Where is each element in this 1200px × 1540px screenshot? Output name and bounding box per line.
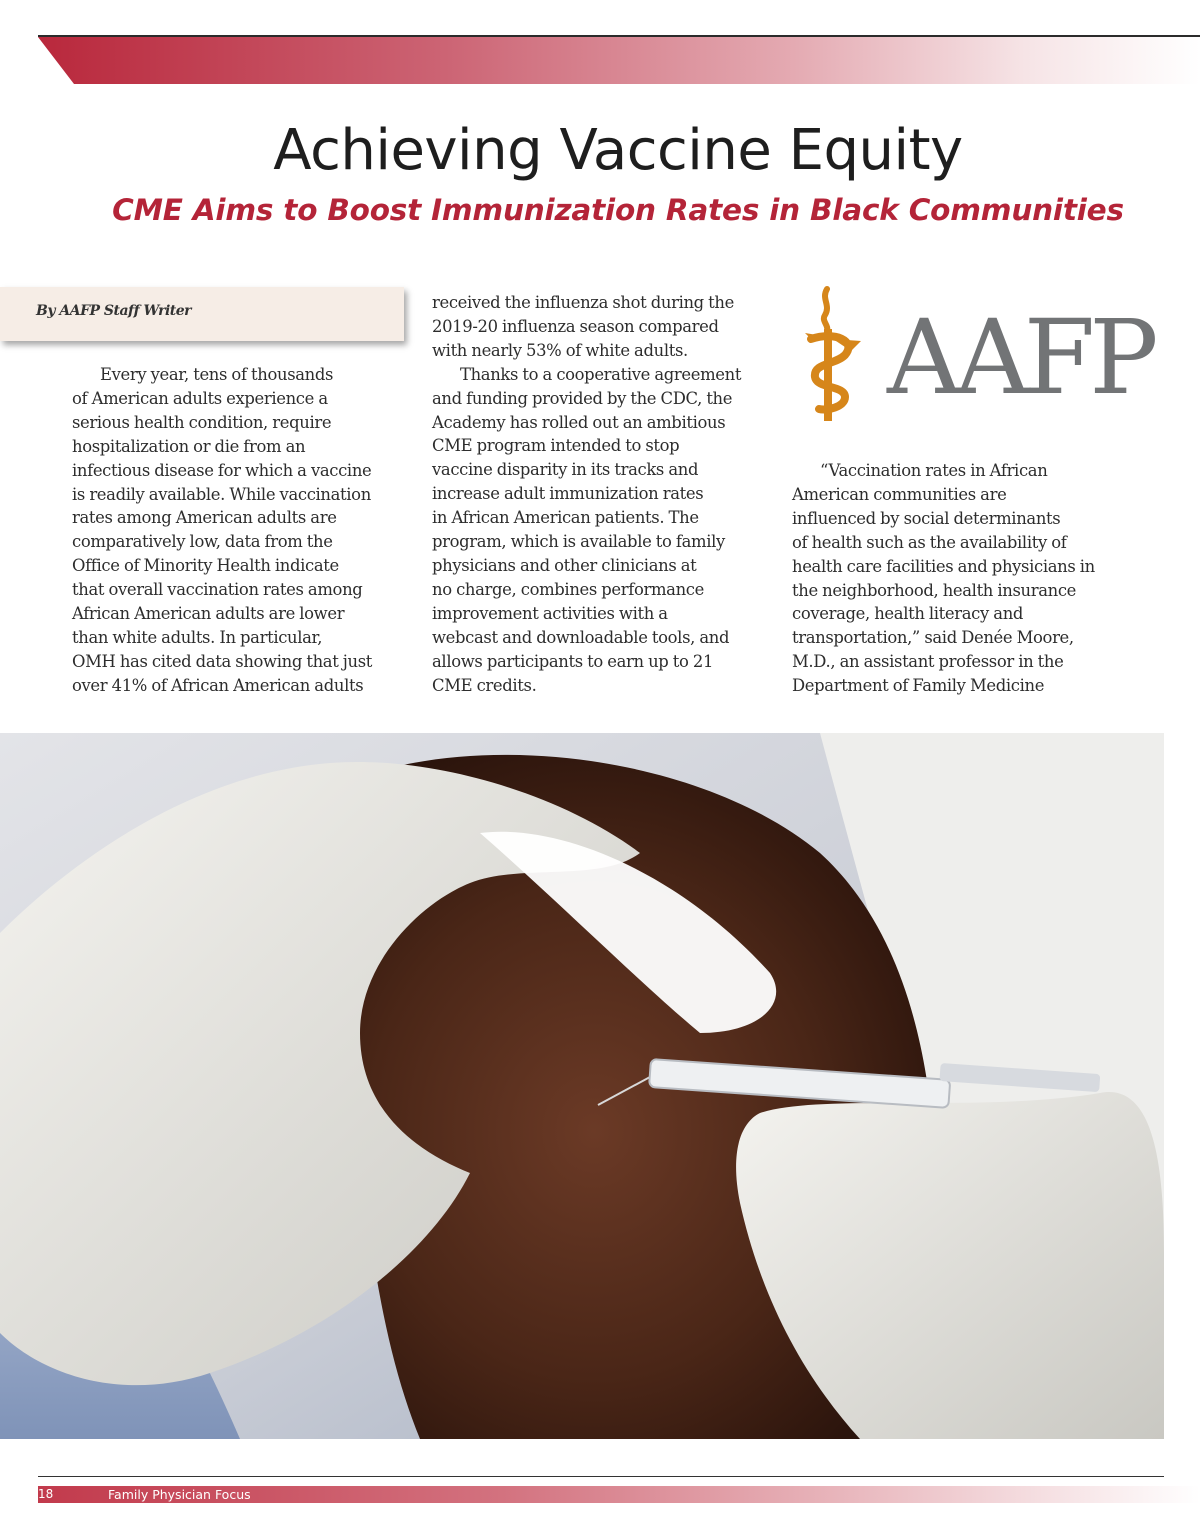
text-line: improvement activities with a xyxy=(432,603,668,623)
column-3 xyxy=(792,459,1095,698)
text-line: over 41% of African American adults xyxy=(72,675,364,695)
text-line: of health such as the availability of xyxy=(792,532,1067,552)
vaccination-photo xyxy=(0,733,1164,1439)
text-line: allows participants to earn up to 21 xyxy=(432,651,714,671)
text-line: comparatively low, data from the xyxy=(72,532,333,552)
byline-box xyxy=(0,287,404,341)
text-line: African American adults are lower xyxy=(72,604,345,624)
text-line: received the influenza shot during the xyxy=(432,293,734,312)
top-rule xyxy=(38,35,1200,37)
text-line: Academy has rolled out an ambitious xyxy=(432,412,726,432)
text-line: in African American patients. The xyxy=(432,508,699,528)
header-band xyxy=(38,37,1200,84)
text-line: than white adults. In particular, xyxy=(72,627,323,647)
text-line: 2019-20 influenza season compared xyxy=(432,316,719,336)
text-line: Department of Family Medicine xyxy=(792,676,1045,696)
text-line: physicians and other clinicians at xyxy=(432,555,697,575)
text-line: the neighborhood, health insurance xyxy=(792,580,1077,600)
text-line: “Vaccination rates in African xyxy=(820,461,1048,480)
text-line: influenced by social determinants xyxy=(792,508,1061,528)
text-line: American communities are xyxy=(792,484,1007,504)
text-line: CME program intended to stop xyxy=(432,436,680,456)
text-line: program, which is available to family xyxy=(432,532,725,552)
byline-text: By AAFP Staff Writer xyxy=(36,303,192,319)
text-line: increase adult immunization rates xyxy=(432,484,704,504)
text-line: and funding provided by the CDC, the xyxy=(432,388,733,408)
footer-rule xyxy=(38,1476,1164,1477)
text-line: serious health condition, require xyxy=(72,412,332,432)
text-line: no charge, combines performance xyxy=(432,579,704,599)
text-line: that overall vaccination rates among xyxy=(72,580,363,600)
text-line: Every year, tens of thousands xyxy=(100,365,334,384)
text-line: webcast and downloadable tools, and xyxy=(432,627,730,647)
text-line: vaccine disparity in its tracks and xyxy=(432,460,699,480)
text-line: transportation,” said Denée Moore, xyxy=(792,628,1074,648)
text-line: rates among American adults are xyxy=(72,508,337,528)
text-line: CME credits. xyxy=(432,675,537,695)
text-line: M.D., an assistant professor in the xyxy=(792,652,1064,672)
text-line: hospitalization or die from an xyxy=(72,436,306,456)
page-number: 18 xyxy=(38,1487,54,1501)
text-line: OMH has cited data showing that just xyxy=(72,651,373,671)
article-subtitle: CME Aims to Boost Immunization Rates in Black Communities xyxy=(112,193,1124,227)
column-1 xyxy=(72,363,372,698)
text-line: health care facilities and physicians in xyxy=(792,556,1095,576)
text-line: with nearly 53% of white adults. xyxy=(432,340,688,360)
rod-of-asclepius-icon xyxy=(805,285,875,425)
text-line: Office of Minority Health indicate xyxy=(72,556,339,576)
aafp-wordmark: AAFP xyxy=(887,298,1153,418)
text-line: infectious disease for which a vaccine xyxy=(72,460,372,480)
aafp-logo xyxy=(805,285,1155,425)
publication-name: Family Physician Focus xyxy=(108,1487,251,1502)
vaccination-illustration xyxy=(0,733,1164,1439)
column-2 xyxy=(432,291,741,697)
text-line: coverage, health literacy and xyxy=(792,604,1024,624)
text-line: of American adults experience a xyxy=(72,388,328,408)
text-line: Thanks to a cooperative agreement xyxy=(460,364,742,384)
article-title: Achieving Vaccine Equity xyxy=(273,118,963,183)
text-line: is readily available. While vaccination xyxy=(72,484,371,504)
